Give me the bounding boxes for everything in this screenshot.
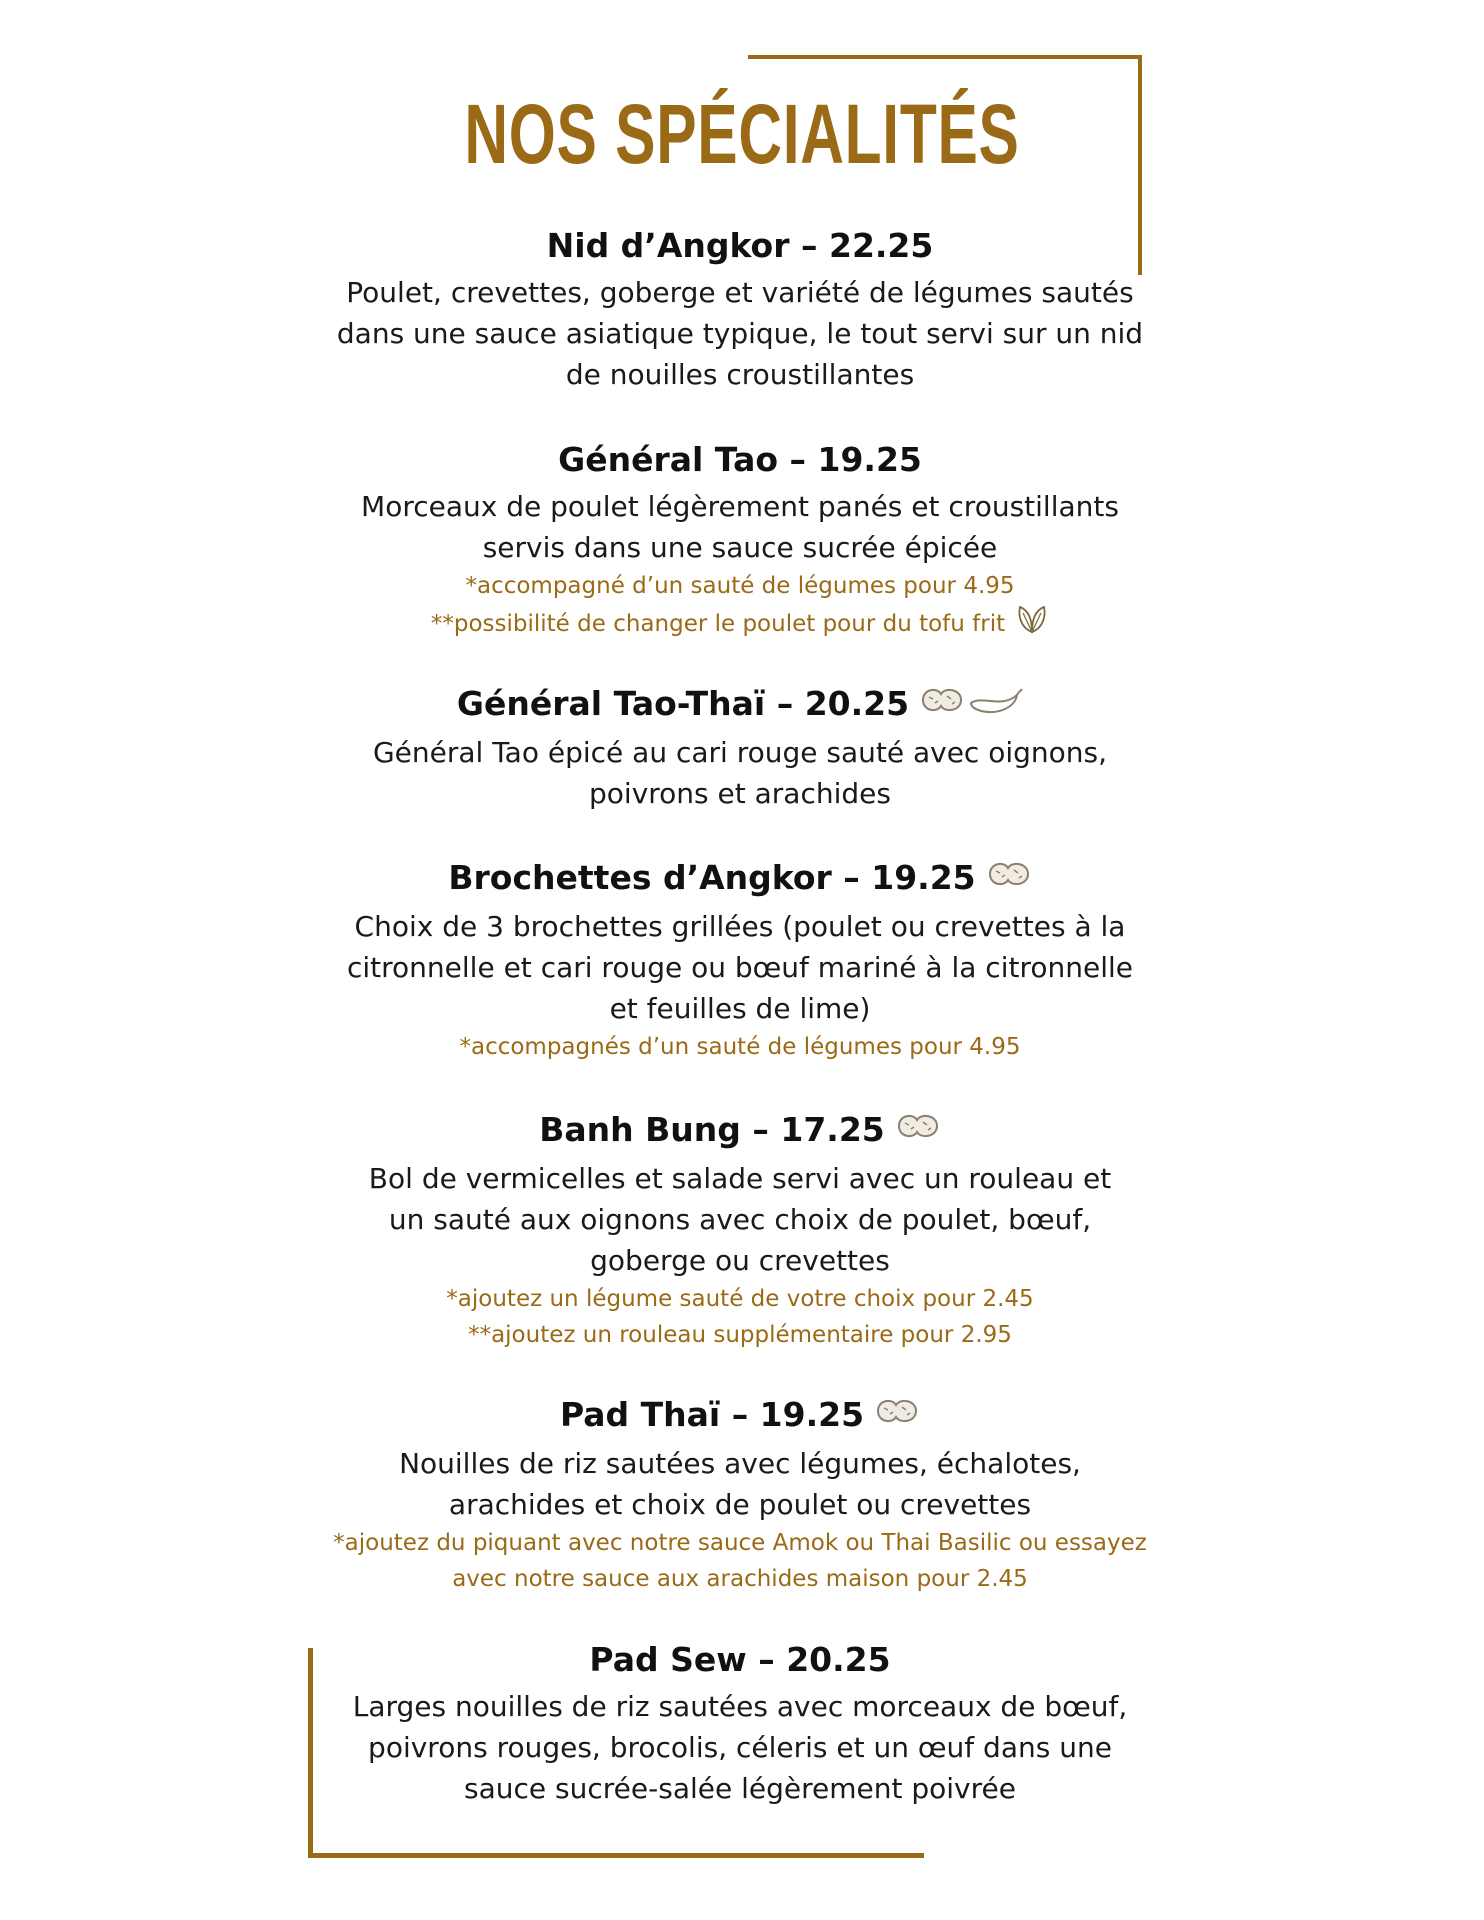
item-description: Choix de 3 brochettes grillées (poulet ou crevettes à la citronnelle et cari rouge ou bœuf mariné à la citronnelle et feuilles de lime) — [347, 910, 1133, 1025]
item-name: Pad Sew – 20.25 — [589, 1640, 891, 1679]
item-note: **possibilité de changer le poulet pour du tofu frit — [330, 604, 1150, 645]
frame-bottom-horizontal — [308, 1853, 924, 1858]
item-description: Bol de vermicelles et salade servi avec un rouleau et un sauté aux oignons avec choix de poulet, bœuf, goberge ou crevettes — [368, 1162, 1112, 1277]
page-title: NOS SPÉCIALITÉS — [464, 87, 1020, 181]
menu-item — [330, 856, 1150, 1065]
menu-item — [330, 1393, 1150, 1597]
item-name: Général Tao-Thaï – 20.25 — [330, 682, 1150, 728]
peanut-icon — [919, 683, 965, 728]
peanut-icon — [895, 1109, 941, 1154]
item-note: *ajoutez du piquant avec notre sauce Amok ou Thai Basilic ou essayez avec notre sauce aux arachides maison pour 2.45 — [333, 1530, 1147, 1592]
item-description: Larges nouilles de riz sautées avec morceaux de bœuf, poivrons rouges, brocolis, céleris et un œuf dans une sauce sucrée-salée légèrement poivrée — [352, 1690, 1128, 1805]
item-note: *accompagné d’un sauté de légumes pour 4.95 — [465, 573, 1015, 599]
item-description: Poulet, crevettes, goberge et variété de légumes sautés dans une sauce asiatique typique, le tout servi sur un nid de nouilles croustillantes — [336, 276, 1144, 391]
item-name: Nid d’Angkor – 22.25 — [546, 226, 934, 265]
item-description: Morceaux de poulet légèrement panés et croustillants servis dans une sauce sucrée épicée — [361, 490, 1119, 564]
item-name: Banh Bung – 17.25 — [330, 1108, 1150, 1154]
vegetarian-leaf-icon — [1015, 604, 1049, 645]
item-note: *ajoutez un légume sauté de votre choix pour 2.45 — [446, 1286, 1034, 1312]
frame-bottom-vertical — [308, 1648, 313, 1857]
menu-item — [330, 1108, 1150, 1353]
item-note: *accompagnés d’un sauté de légumes pour 4.95 — [459, 1034, 1021, 1060]
item-name: Brochettes d’Angkor – 19.25 — [330, 856, 1150, 902]
item-name: Pad Thaï – 19.25 — [330, 1393, 1150, 1439]
frame-top-horizontal — [748, 55, 1142, 59]
menu-item — [330, 682, 1150, 814]
peanut-icon — [874, 1394, 920, 1439]
peanut-icon — [986, 857, 1032, 902]
item-description: Nouilles de riz sautées avec légumes, échalotes, arachides et choix de poulet ou crevettes — [399, 1447, 1081, 1521]
item-description: Général Tao épicé au cari rouge sauté avec oignons, poivrons et arachides — [372, 736, 1108, 810]
chili-pepper-icon — [967, 684, 1023, 728]
item-note: **ajoutez un rouleau supplémentaire pour 2.95 — [468, 1322, 1012, 1348]
item-name: Général Tao – 19.25 — [558, 440, 922, 479]
menu-item — [330, 224, 1150, 395]
menu-item — [330, 438, 1150, 645]
menu-item — [330, 1638, 1150, 1809]
